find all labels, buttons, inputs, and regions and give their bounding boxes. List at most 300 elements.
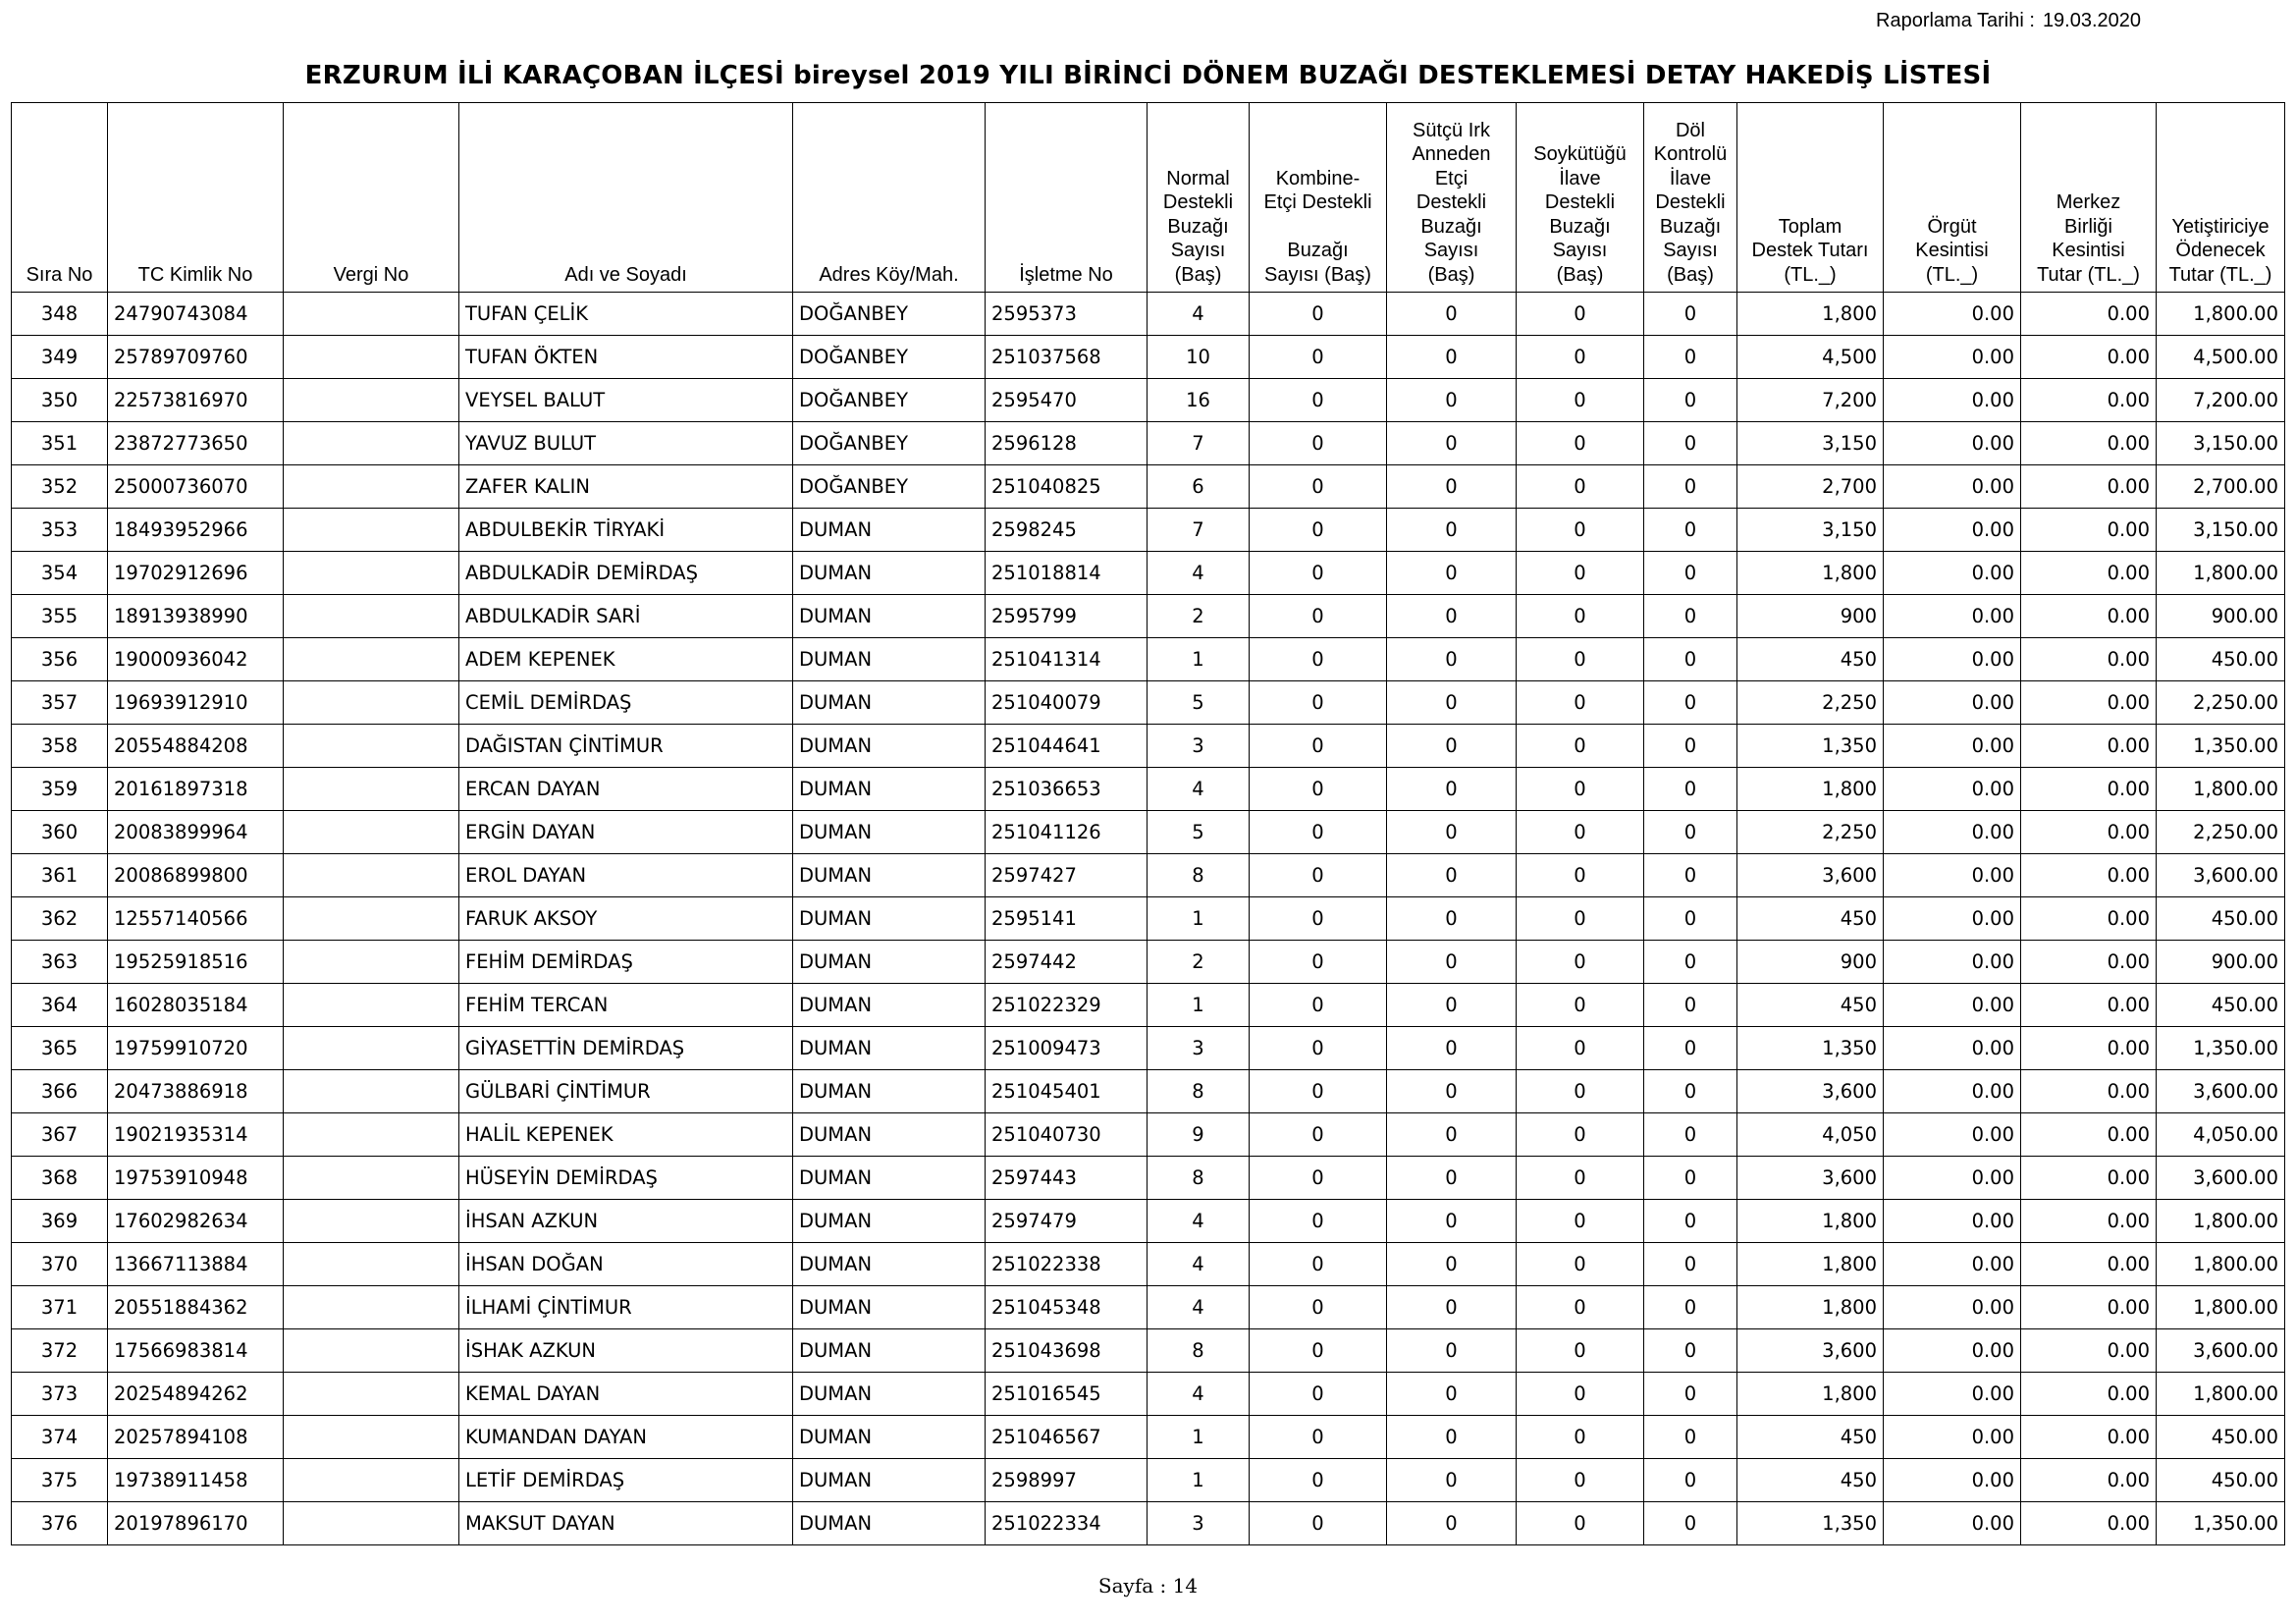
table-row: [12, 1286, 2285, 1329]
cell-soykutugu: 0: [1517, 897, 1644, 941]
cell-normal-destekli: 1: [1148, 1459, 1250, 1502]
cell-kombine-etci: 0: [1250, 1070, 1387, 1113]
table-body: [12, 293, 2285, 1545]
report-date-value: 19.03.2020: [2042, 10, 2142, 31]
cell-normal-destekli: 8: [1148, 1070, 1250, 1113]
cell-isletme-no: 2598245: [986, 509, 1148, 552]
cell-adi-soyadi: GÜLBARİ ÇİNTİMUR: [459, 1070, 793, 1113]
col-normal-destekli: Normal Destekli Buzağı Sayısı (Baş): [1148, 103, 1250, 293]
cell-sutcu-irk: 0: [1387, 681, 1517, 725]
cell-kombine-etci: 0: [1250, 897, 1387, 941]
cell-vergi-no: [284, 1157, 459, 1200]
cell-normal-destekli: 7: [1148, 422, 1250, 465]
table-row: [12, 1459, 2285, 1502]
cell-sira-no: 365: [12, 1027, 108, 1070]
cell-orgut-kesintisi: 0.00: [1884, 1113, 2021, 1157]
cell-vergi-no: [284, 725, 459, 768]
cell-adi-soyadi: FEHİM DEMİRDAŞ: [459, 941, 793, 984]
cell-toplam-destek: 1,350: [1737, 1502, 1884, 1545]
table-row: [12, 336, 2285, 379]
cell-sutcu-irk: 0: [1387, 465, 1517, 509]
cell-sira-no: 371: [12, 1286, 108, 1329]
cell-dol-kontrolu: 0: [1644, 595, 1737, 638]
cell-kombine-etci: 0: [1250, 638, 1387, 681]
cell-vergi-no: [284, 509, 459, 552]
cell-dol-kontrolu: 0: [1644, 638, 1737, 681]
cell-sutcu-irk: 0: [1387, 1027, 1517, 1070]
cell-tc-kimlik-no: 19021935314: [108, 1113, 284, 1157]
cell-odenecek-tutar: 3,150.00: [2157, 509, 2285, 552]
cell-orgut-kesintisi: 0.00: [1884, 552, 2021, 595]
cell-adi-soyadi: İSHAK AZKUN: [459, 1329, 793, 1373]
cell-orgut-kesintisi: 0.00: [1884, 379, 2021, 422]
cell-orgut-kesintisi: 0.00: [1884, 336, 2021, 379]
cell-isletme-no: 2598997: [986, 1459, 1148, 1502]
cell-sutcu-irk: 0: [1387, 1243, 1517, 1286]
cell-odenecek-tutar: 450.00: [2157, 638, 2285, 681]
cell-vergi-no: [284, 1286, 459, 1329]
cell-adres: DUMAN: [793, 725, 986, 768]
cell-sira-no: 353: [12, 509, 108, 552]
cell-adi-soyadi: İLHAMİ ÇİNTİMUR: [459, 1286, 793, 1329]
cell-adi-soyadi: İHSAN AZKUN: [459, 1200, 793, 1243]
cell-odenecek-tutar: 900.00: [2157, 595, 2285, 638]
cell-odenecek-tutar: 2,700.00: [2157, 465, 2285, 509]
cell-dol-kontrolu: 0: [1644, 1286, 1737, 1329]
cell-toplam-destek: 900: [1737, 595, 1884, 638]
cell-orgut-kesintisi: 0.00: [1884, 595, 2021, 638]
report-date: [1876, 10, 2141, 32]
cell-orgut-kesintisi: 0.00: [1884, 897, 2021, 941]
cell-odenecek-tutar: 3,600.00: [2157, 1329, 2285, 1373]
cell-merkez-birligi: 0.00: [2021, 854, 2157, 897]
cell-odenecek-tutar: 1,800.00: [2157, 293, 2285, 336]
cell-merkez-birligi: 0.00: [2021, 1459, 2157, 1502]
cell-sutcu-irk: 0: [1387, 1416, 1517, 1459]
cell-vergi-no: [284, 1459, 459, 1502]
table-row: [12, 811, 2285, 854]
cell-orgut-kesintisi: 0.00: [1884, 509, 2021, 552]
cell-sutcu-irk: 0: [1387, 1329, 1517, 1373]
cell-normal-destekli: 3: [1148, 725, 1250, 768]
cell-sutcu-irk: 0: [1387, 1157, 1517, 1200]
cell-dol-kontrolu: 0: [1644, 1416, 1737, 1459]
cell-merkez-birligi: 0.00: [2021, 1070, 2157, 1113]
cell-tc-kimlik-no: 20257894108: [108, 1416, 284, 1459]
table-row: [12, 1416, 2285, 1459]
cell-isletme-no: 251040825: [986, 465, 1148, 509]
cell-sutcu-irk: 0: [1387, 897, 1517, 941]
cell-adres: DUMAN: [793, 638, 986, 681]
cell-isletme-no: 251009473: [986, 1027, 1148, 1070]
table-row: [12, 509, 2285, 552]
cell-soykutugu: 0: [1517, 465, 1644, 509]
cell-normal-destekli: 8: [1148, 1329, 1250, 1373]
table-row: [12, 1502, 2285, 1545]
cell-adi-soyadi: TUFAN ÇELİK: [459, 293, 793, 336]
cell-isletme-no: 2597427: [986, 854, 1148, 897]
cell-adres: DUMAN: [793, 1502, 986, 1545]
cell-kombine-etci: 0: [1250, 984, 1387, 1027]
table-row: [12, 854, 2285, 897]
cell-adres: DUMAN: [793, 854, 986, 897]
cell-adi-soyadi: LETİF DEMİRDAŞ: [459, 1459, 793, 1502]
cell-merkez-birligi: 0.00: [2021, 811, 2157, 854]
cell-adres: DUMAN: [793, 1286, 986, 1329]
cell-sira-no: 362: [12, 897, 108, 941]
cell-sira-no: 348: [12, 293, 108, 336]
cell-orgut-kesintisi: 0.00: [1884, 941, 2021, 984]
cell-sutcu-irk: 0: [1387, 552, 1517, 595]
cell-merkez-birligi: 0.00: [2021, 1027, 2157, 1070]
cell-adres: DUMAN: [793, 811, 986, 854]
cell-dol-kontrolu: 0: [1644, 1373, 1737, 1416]
cell-toplam-destek: 1,800: [1737, 1286, 1884, 1329]
cell-tc-kimlik-no: 20161897318: [108, 768, 284, 811]
cell-sutcu-irk: 0: [1387, 1113, 1517, 1157]
col-sutcu-irk: Sütçü Irk Anneden Etçi Destekli Buzağı Sayısı (Baş): [1387, 103, 1517, 293]
cell-sira-no: 363: [12, 941, 108, 984]
cell-soykutugu: 0: [1517, 552, 1644, 595]
cell-odenecek-tutar: 1,350.00: [2157, 1027, 2285, 1070]
cell-isletme-no: 2595373: [986, 293, 1148, 336]
table-header: [12, 103, 2285, 293]
cell-soykutugu: 0: [1517, 1113, 1644, 1157]
cell-toplam-destek: 3,600: [1737, 854, 1884, 897]
cell-toplam-destek: 1,800: [1737, 1200, 1884, 1243]
cell-normal-destekli: 5: [1148, 681, 1250, 725]
cell-odenecek-tutar: 3,600.00: [2157, 1070, 2285, 1113]
cell-soykutugu: 0: [1517, 336, 1644, 379]
cell-odenecek-tutar: 1,350.00: [2157, 725, 2285, 768]
cell-normal-destekli: 7: [1148, 509, 1250, 552]
cell-orgut-kesintisi: 0.00: [1884, 725, 2021, 768]
cell-soykutugu: 0: [1517, 595, 1644, 638]
cell-sira-no: 351: [12, 422, 108, 465]
table-row: [12, 1373, 2285, 1416]
table-row: [12, 1200, 2285, 1243]
cell-odenecek-tutar: 4,050.00: [2157, 1113, 2285, 1157]
cell-odenecek-tutar: 1,350.00: [2157, 1502, 2285, 1545]
table-row: [12, 293, 2285, 336]
cell-soykutugu: 0: [1517, 854, 1644, 897]
cell-sutcu-irk: 0: [1387, 509, 1517, 552]
cell-sira-no: 366: [12, 1070, 108, 1113]
cell-kombine-etci: 0: [1250, 465, 1387, 509]
cell-adres: DUMAN: [793, 1416, 986, 1459]
cell-tc-kimlik-no: 19738911458: [108, 1459, 284, 1502]
cell-merkez-birligi: 0.00: [2021, 1416, 2157, 1459]
cell-vergi-no: [284, 1416, 459, 1459]
cell-odenecek-tutar: 1,800.00: [2157, 768, 2285, 811]
cell-isletme-no: 251046567: [986, 1416, 1148, 1459]
cell-tc-kimlik-no: 20254894262: [108, 1373, 284, 1416]
cell-adres: DUMAN: [793, 1243, 986, 1286]
cell-isletme-no: 251037568: [986, 336, 1148, 379]
cell-vergi-no: [284, 552, 459, 595]
cell-toplam-destek: 2,700: [1737, 465, 1884, 509]
cell-normal-destekli: 1: [1148, 1416, 1250, 1459]
cell-dol-kontrolu: 0: [1644, 1502, 1737, 1545]
cell-dol-kontrolu: 0: [1644, 1459, 1737, 1502]
cell-normal-destekli: 1: [1148, 897, 1250, 941]
cell-isletme-no: 251045401: [986, 1070, 1148, 1113]
table-row: [12, 725, 2285, 768]
cell-odenecek-tutar: 3,600.00: [2157, 1157, 2285, 1200]
cell-toplam-destek: 3,600: [1737, 1329, 1884, 1373]
cell-orgut-kesintisi: 0.00: [1884, 768, 2021, 811]
cell-adres: DOĞANBEY: [793, 336, 986, 379]
table-row: [12, 552, 2285, 595]
cell-toplam-destek: 3,150: [1737, 422, 1884, 465]
cell-kombine-etci: 0: [1250, 768, 1387, 811]
cell-kombine-etci: 0: [1250, 811, 1387, 854]
cell-dol-kontrolu: 0: [1644, 725, 1737, 768]
cell-isletme-no: 2595799: [986, 595, 1148, 638]
cell-normal-destekli: 4: [1148, 1286, 1250, 1329]
cell-soykutugu: 0: [1517, 1157, 1644, 1200]
cell-kombine-etci: 0: [1250, 1113, 1387, 1157]
cell-merkez-birligi: 0.00: [2021, 1329, 2157, 1373]
cell-sutcu-irk: 0: [1387, 941, 1517, 984]
cell-kombine-etci: 0: [1250, 379, 1387, 422]
cell-sutcu-irk: 0: [1387, 422, 1517, 465]
cell-merkez-birligi: 0.00: [2021, 897, 2157, 941]
cell-adi-soyadi: FARUK AKSOY: [459, 897, 793, 941]
table-row: [12, 638, 2285, 681]
cell-normal-destekli: 4: [1148, 1373, 1250, 1416]
cell-soykutugu: 0: [1517, 941, 1644, 984]
cell-normal-destekli: 4: [1148, 768, 1250, 811]
cell-sutcu-irk: 0: [1387, 1373, 1517, 1416]
cell-dol-kontrolu: 0: [1644, 379, 1737, 422]
cell-adi-soyadi: GİYASETTİN DEMİRDAŞ: [459, 1027, 793, 1070]
cell-isletme-no: 2595470: [986, 379, 1148, 422]
cell-kombine-etci: 0: [1250, 1459, 1387, 1502]
cell-soykutugu: 0: [1517, 638, 1644, 681]
cell-sira-no: 357: [12, 681, 108, 725]
cell-odenecek-tutar: 450.00: [2157, 984, 2285, 1027]
cell-normal-destekli: 16: [1148, 379, 1250, 422]
cell-soykutugu: 0: [1517, 1373, 1644, 1416]
col-dol-kontrolu: Döl Kontrolü İlave Destekli Buzağı Sayısı (Baş): [1644, 103, 1737, 293]
cell-odenecek-tutar: 900.00: [2157, 941, 2285, 984]
cell-soykutugu: 0: [1517, 1459, 1644, 1502]
cell-adi-soyadi: KUMANDAN DAYAN: [459, 1416, 793, 1459]
cell-adres: DUMAN: [793, 1329, 986, 1373]
cell-toplam-destek: 450: [1737, 1416, 1884, 1459]
cell-toplam-destek: 450: [1737, 897, 1884, 941]
cell-adi-soyadi: ZAFER KALIN: [459, 465, 793, 509]
cell-dol-kontrolu: 0: [1644, 509, 1737, 552]
cell-kombine-etci: 0: [1250, 725, 1387, 768]
cell-orgut-kesintisi: 0.00: [1884, 1459, 2021, 1502]
cell-normal-destekli: 3: [1148, 1502, 1250, 1545]
cell-kombine-etci: 0: [1250, 1329, 1387, 1373]
cell-tc-kimlik-no: 20197896170: [108, 1502, 284, 1545]
col-isletme-no: İşletme No: [986, 103, 1148, 293]
cell-adres: DUMAN: [793, 1373, 986, 1416]
cell-kombine-etci: 0: [1250, 1416, 1387, 1459]
cell-vergi-no: [284, 811, 459, 854]
cell-dol-kontrolu: 0: [1644, 552, 1737, 595]
cell-merkez-birligi: 0.00: [2021, 552, 2157, 595]
cell-tc-kimlik-no: 25789709760: [108, 336, 284, 379]
cell-adi-soyadi: CEMİL DEMİRDAŞ: [459, 681, 793, 725]
cell-tc-kimlik-no: 19702912696: [108, 552, 284, 595]
cell-kombine-etci: 0: [1250, 1027, 1387, 1070]
cell-orgut-kesintisi: 0.00: [1884, 1329, 2021, 1373]
cell-isletme-no: 2597443: [986, 1157, 1148, 1200]
cell-normal-destekli: 3: [1148, 1027, 1250, 1070]
cell-isletme-no: 251022329: [986, 984, 1148, 1027]
cell-orgut-kesintisi: 0.00: [1884, 1157, 2021, 1200]
cell-sutcu-irk: 0: [1387, 1286, 1517, 1329]
table-row: [12, 768, 2285, 811]
cell-soykutugu: 0: [1517, 1200, 1644, 1243]
cell-merkez-birligi: 0.00: [2021, 465, 2157, 509]
cell-dol-kontrolu: 0: [1644, 768, 1737, 811]
cell-adres: DUMAN: [793, 595, 986, 638]
cell-adi-soyadi: HALİL KEPENEK: [459, 1113, 793, 1157]
cell-orgut-kesintisi: 0.00: [1884, 1243, 2021, 1286]
cell-toplam-destek: 3,600: [1737, 1070, 1884, 1113]
cell-tc-kimlik-no: 24790743084: [108, 293, 284, 336]
cell-isletme-no: 2596128: [986, 422, 1148, 465]
col-soykutugu: Soykütüğü İlave Destekli Buzağı Sayısı (Baş): [1517, 103, 1644, 293]
cell-vergi-no: [284, 984, 459, 1027]
cell-adres: DOĞANBEY: [793, 422, 986, 465]
cell-merkez-birligi: 0.00: [2021, 1286, 2157, 1329]
cell-odenecek-tutar: 7,200.00: [2157, 379, 2285, 422]
cell-odenecek-tutar: 2,250.00: [2157, 811, 2285, 854]
cell-odenecek-tutar: 450.00: [2157, 1459, 2285, 1502]
cell-vergi-no: [284, 336, 459, 379]
cell-adres: DUMAN: [793, 1459, 986, 1502]
cell-tc-kimlik-no: 17602982634: [108, 1200, 284, 1243]
cell-sutcu-irk: 0: [1387, 725, 1517, 768]
page-title: ERZURUM İLİ KARAÇOBAN İLÇESİ bireysel 2019 YILI BİRİNCİ DÖNEM BUZAĞI DESTEKLEMESİ DETAY HAKEDİŞ LİSTESİ: [304, 61, 1992, 90]
cell-sutcu-irk: 0: [1387, 595, 1517, 638]
cell-isletme-no: 2595141: [986, 897, 1148, 941]
cell-soykutugu: 0: [1517, 725, 1644, 768]
header-row: [12, 103, 2285, 293]
cell-orgut-kesintisi: 0.00: [1884, 1373, 2021, 1416]
cell-kombine-etci: 0: [1250, 293, 1387, 336]
cell-kombine-etci: 0: [1250, 1200, 1387, 1243]
table-row: [12, 1329, 2285, 1373]
cell-merkez-birligi: 0.00: [2021, 941, 2157, 984]
cell-sutcu-irk: 0: [1387, 638, 1517, 681]
cell-sira-no: 355: [12, 595, 108, 638]
cell-dol-kontrolu: 0: [1644, 897, 1737, 941]
cell-dol-kontrolu: 0: [1644, 854, 1737, 897]
cell-vergi-no: [284, 1502, 459, 1545]
cell-toplam-destek: 2,250: [1737, 681, 1884, 725]
cell-vergi-no: [284, 897, 459, 941]
cell-tc-kimlik-no: 18913938990: [108, 595, 284, 638]
cell-odenecek-tutar: 450.00: [2157, 1416, 2285, 1459]
cell-dol-kontrolu: 0: [1644, 422, 1737, 465]
table-row: [12, 465, 2285, 509]
cell-sira-no: 360: [12, 811, 108, 854]
cell-toplam-destek: 4,500: [1737, 336, 1884, 379]
cell-kombine-etci: 0: [1250, 552, 1387, 595]
cell-adi-soyadi: DAĞISTAN ÇİNTİMUR: [459, 725, 793, 768]
cell-soykutugu: 0: [1517, 681, 1644, 725]
cell-sira-no: 349: [12, 336, 108, 379]
cell-adi-soyadi: ERCAN DAYAN: [459, 768, 793, 811]
cell-normal-destekli: 4: [1148, 293, 1250, 336]
cell-adi-soyadi: ABDULKADİR SARİ: [459, 595, 793, 638]
cell-tc-kimlik-no: 16028035184: [108, 984, 284, 1027]
cell-dol-kontrolu: 0: [1644, 1200, 1737, 1243]
cell-merkez-birligi: 0.00: [2021, 1113, 2157, 1157]
cell-orgut-kesintisi: 0.00: [1884, 854, 2021, 897]
cell-sutcu-irk: 0: [1387, 1200, 1517, 1243]
cell-adres: DUMAN: [793, 1157, 986, 1200]
cell-kombine-etci: 0: [1250, 681, 1387, 725]
cell-kombine-etci: 0: [1250, 854, 1387, 897]
cell-kombine-etci: 0: [1250, 1243, 1387, 1286]
cell-odenecek-tutar: 3,600.00: [2157, 854, 2285, 897]
report-date-label: Raporlama Tarihi :: [1876, 10, 2035, 31]
cell-dol-kontrolu: 0: [1644, 1113, 1737, 1157]
cell-odenecek-tutar: 1,800.00: [2157, 1286, 2285, 1329]
cell-adres: DUMAN: [793, 681, 986, 725]
col-odenecek-tutar: Yetiştiriciye Ödenecek Tutar (TL._): [2157, 103, 2285, 293]
cell-adi-soyadi: FEHİM TERCAN: [459, 984, 793, 1027]
cell-vergi-no: [284, 1113, 459, 1157]
cell-orgut-kesintisi: 0.00: [1884, 1070, 2021, 1113]
cell-dol-kontrolu: 0: [1644, 681, 1737, 725]
cell-isletme-no: 251016545: [986, 1373, 1148, 1416]
cell-normal-destekli: 4: [1148, 1200, 1250, 1243]
table-row: [12, 897, 2285, 941]
cell-adres: DUMAN: [793, 984, 986, 1027]
cell-normal-destekli: 8: [1148, 854, 1250, 897]
cell-sira-no: 369: [12, 1200, 108, 1243]
cell-vergi-no: [284, 1070, 459, 1113]
cell-dol-kontrolu: 0: [1644, 293, 1737, 336]
cell-normal-destekli: 2: [1148, 595, 1250, 638]
cell-adi-soyadi: ABDULKADİR DEMİRDAŞ: [459, 552, 793, 595]
cell-normal-destekli: 2: [1148, 941, 1250, 984]
cell-sutcu-irk: 0: [1387, 768, 1517, 811]
cell-isletme-no: 251044641: [986, 725, 1148, 768]
cell-adres: DOĞANBEY: [793, 293, 986, 336]
cell-odenecek-tutar: 450.00: [2157, 897, 2285, 941]
cell-sira-no: 354: [12, 552, 108, 595]
cell-tc-kimlik-no: 19759910720: [108, 1027, 284, 1070]
cell-soykutugu: 0: [1517, 1329, 1644, 1373]
cell-orgut-kesintisi: 0.00: [1884, 638, 2021, 681]
cell-odenecek-tutar: 1,800.00: [2157, 1373, 2285, 1416]
cell-kombine-etci: 0: [1250, 1373, 1387, 1416]
cell-adres: DUMAN: [793, 1070, 986, 1113]
cell-odenecek-tutar: 2,250.00: [2157, 681, 2285, 725]
cell-soykutugu: 0: [1517, 1070, 1644, 1113]
cell-tc-kimlik-no: 13667113884: [108, 1243, 284, 1286]
cell-tc-kimlik-no: 19000936042: [108, 638, 284, 681]
cell-sutcu-irk: 0: [1387, 1459, 1517, 1502]
col-kombine-etci: Kombine- Etçi Destekli Buzağı Sayısı (Baş): [1250, 103, 1387, 293]
cell-normal-destekli: 1: [1148, 984, 1250, 1027]
col-merkez-birligi: Merkez Birliği Kesintisi Tutar (TL._): [2021, 103, 2157, 293]
table-row: [12, 1070, 2285, 1113]
cell-vergi-no: [284, 1373, 459, 1416]
table-row: [12, 984, 2285, 1027]
